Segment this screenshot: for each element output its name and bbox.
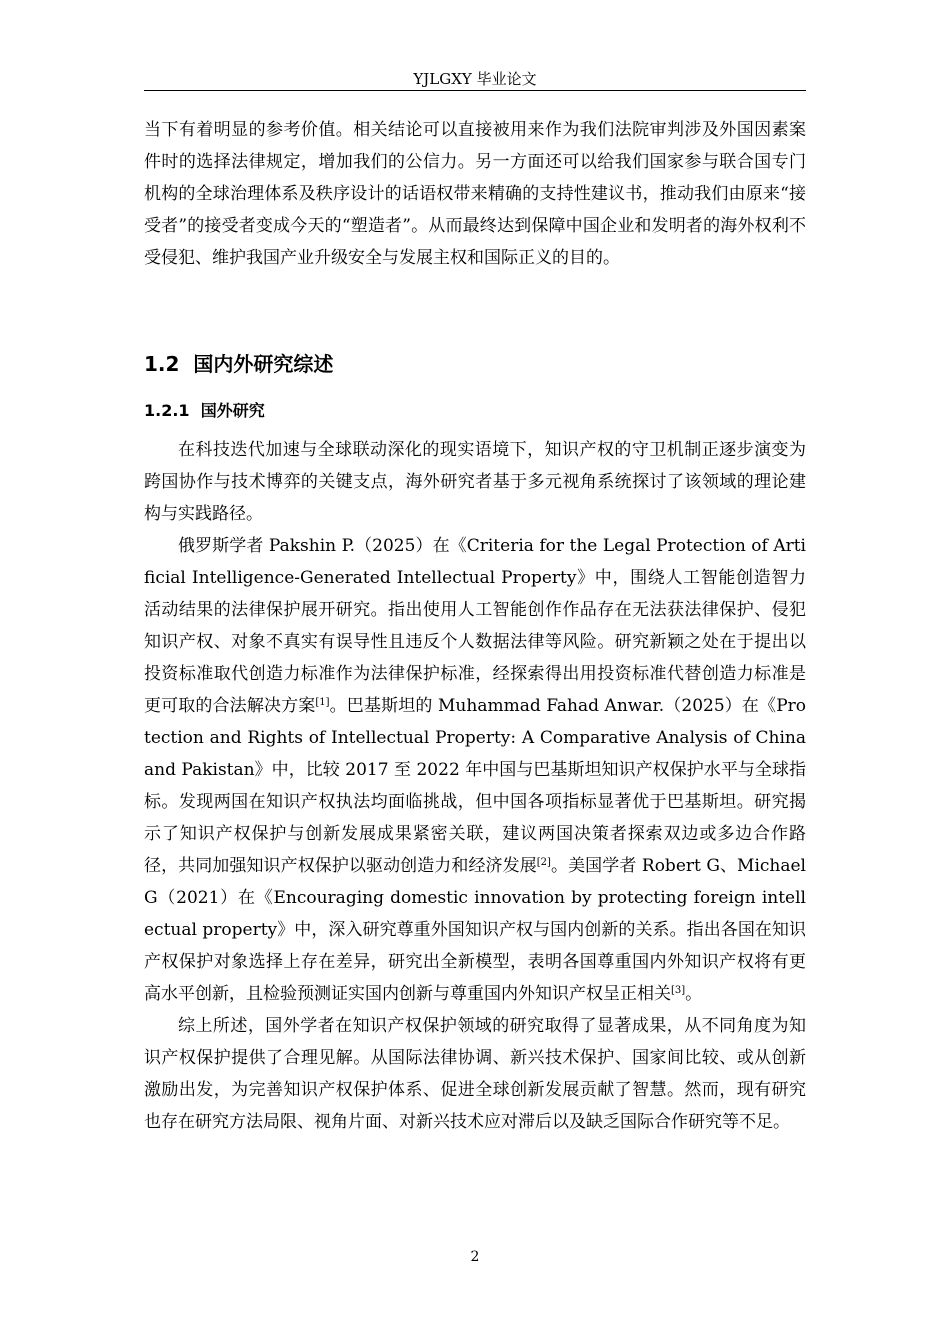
section-heading [144, 350, 806, 378]
page-number: 2 [470, 1249, 480, 1265]
intro-paragraph: 当下有着明显的参考价值。相关结论可以直接被用来作为我们法院审判涉及外国因素案件时的选择法律规定，增加我们的公信力。另一方面还可以给我们国家参与联合国专门机构的全球治理体系及秩序设计的话语权带来精确的支持性建议书，推动我们由原来“接受者”的接受者变成今天的“塑造者”。从而最终达到保障中国企业和发明者的海外权利不受侵犯、维护我国产业升级安全与发展主权和国际正义的目的。 [144, 120, 806, 268]
page-footer [144, 1247, 806, 1267]
header-title: YJLGXY 毕业论文 [413, 70, 537, 88]
citation-ref: [2] [536, 857, 551, 868]
citation-ref: [1] [315, 697, 330, 708]
paragraph-foreign-studies [144, 530, 806, 1010]
subsection-number: 1.2.1 [144, 401, 190, 420]
paragraph-text-part: 。 [685, 984, 703, 1004]
paragraph-text-part: 俄罗斯学者 Pakshin P.（2025）在《Criteria for the Legal Protection of Artificial Intelligence-Generated Intellectual Property》中，围绕人工智能创造智力活动结果的法律保护展开研究。指出使用人工智能创作作品存在无法获法律保护、侵犯知识产权、对象不真实有误导性且违反个人数据法律等风险。研究新颖之处在于提出以投资标准取代创造力标准作为法律保护标准，经探索得出用投资标准代替创造力标准是更可取的合法解决方案 [144, 536, 806, 716]
paragraph-summary: 综上所述，国外学者在知识产权保护领域的研究取得了显著成果，从不同角度为知识产权保护提供了合理见解。从国际法律协调、新兴技术保护、国家间比较、或从创新激励出发，为完善知识产权保护体系、促进全球创新发展贡献了智慧。然而，现有研究也存在研究方法局限、视角片面、对新兴技术应对滞后以及缺乏国际合作研究等不足。 [144, 1016, 806, 1132]
subsection-title: 国外研究 [200, 401, 265, 420]
document-body [144, 114, 806, 1138]
section-title: 国内外研究综述 [193, 352, 334, 376]
paragraph-text-part: 。美国学者 Robert G、Michael G（2021）在《Encouraging domestic innovation by protecting foreign intellectual property》中，深入研究尊重外国知识产权与国内创新的关系。指出各国在知识产权保护对象选择上存在差异，研究出全新模型，表明各国尊重国内外知识产权将有更高水平创新，且检验预测证实国内创新与尊重国内外知识产权呈正相关 [144, 856, 806, 1004]
citation-ref: [3] [671, 985, 686, 996]
subsection-heading [144, 398, 806, 424]
paragraph-foreign-research-intro: 在科技迭代加速与全球联动深化的现实语境下，知识产权的守卫机制正逐步演变为跨国协作与技术博弈的关键支点，海外研究者基于多元视角系统探讨了该领域的理论建构与实践路径。 [144, 440, 806, 524]
page-header [144, 68, 806, 91]
section-number: 1.2 [144, 352, 180, 376]
paragraph-text-part: 。巴基斯坦的 Muhammad Fahad Anwar.（2025）在《Protection and Rights of Intellectual Property: A Comparative Analysis of China and Pakistan》中，比较 2017 至 2022 年中国与巴基斯坦知识产权保护水平与全球指标。发现两国在知识产权执法均面临挑战，但中国各项指标显著优于巴基斯坦。研究揭示了知识产权保护与创新发展成果紧密关联，建议两国决策者探索双边或多边合作路径，共同加强知识产权保护以驱动创造力和经济发展 [144, 696, 806, 876]
